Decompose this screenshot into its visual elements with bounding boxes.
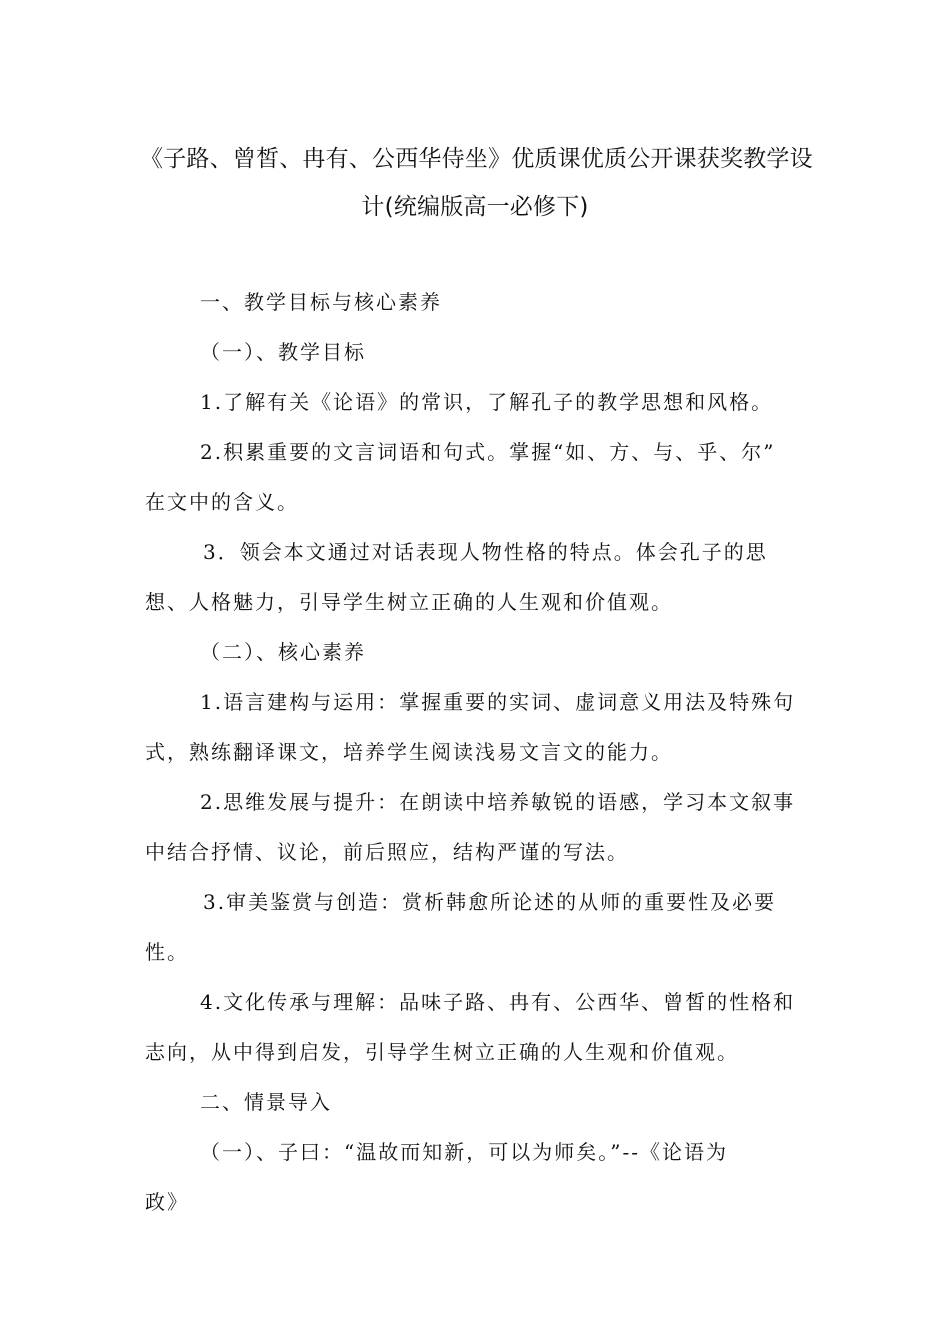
subsection-heading-core-literacy: （二）、核心素养: [200, 640, 366, 664]
intro-quote-continued: 政》: [145, 1190, 189, 1214]
goal-item-3: 3．领会本文通过对话表现人物性格的特点。体会孔子的思: [203, 540, 768, 564]
section-heading-scenario-intro: 二、情景导入: [200, 1090, 332, 1114]
goal-item-2-continued: 在文中的含义。: [145, 490, 299, 514]
subsection-heading-teaching-goals: （一）、教学目标: [200, 340, 366, 364]
goal-item-1: 1.了解有关《论语》的常识，了解孔子的教学思想和风格。: [200, 390, 774, 414]
intro-quote: （一）、子曰：“温故而知新，可以为师矣。”--《论语为: [200, 1140, 728, 1164]
document-title-line-2: 计(统编版高一必修下): [361, 194, 589, 220]
literacy-item-4: 4.文化传承与理解：品味子路、冉有、公西华、曾皙的性格和: [200, 990, 796, 1014]
document-title-line-1: 《子路、曾皙、冉有、公西华侍坐》优质课优质公开课获奖教学设: [140, 146, 813, 172]
literacy-item-3: 3.审美鉴赏与创造：赏析韩愈所论述的从师的重要性及必要: [203, 890, 777, 914]
literacy-item-2-continued: 中结合抒情、议论，前后照应，结构严谨的写法。: [145, 840, 629, 864]
section-heading-objectives: 一、教学目标与核心素养: [200, 290, 442, 314]
literacy-item-4-continued: 志向，从中得到启发，引导学生树立正确的人生观和价值观。: [145, 1040, 739, 1064]
goal-item-2: 2.积累重要的文言词语和句式。掌握“如、方、与、乎、尔”: [200, 440, 776, 464]
literacy-item-3-continued: 性。: [145, 940, 189, 964]
literacy-item-2: 2.思维发展与提升：在朗读中培养敏锐的语感，学习本文叙事: [200, 790, 796, 814]
goal-item-3-continued: 想、人格魅力，引导学生树立正确的人生观和价值观。: [145, 590, 673, 614]
literacy-item-1-continued: 式，熟练翻译课文，培养学生阅读浅易文言文的能力。: [145, 740, 673, 764]
literacy-item-1: 1.语言建构与运用：掌握重要的实词、虚词意义用法及特殊句: [200, 690, 796, 714]
